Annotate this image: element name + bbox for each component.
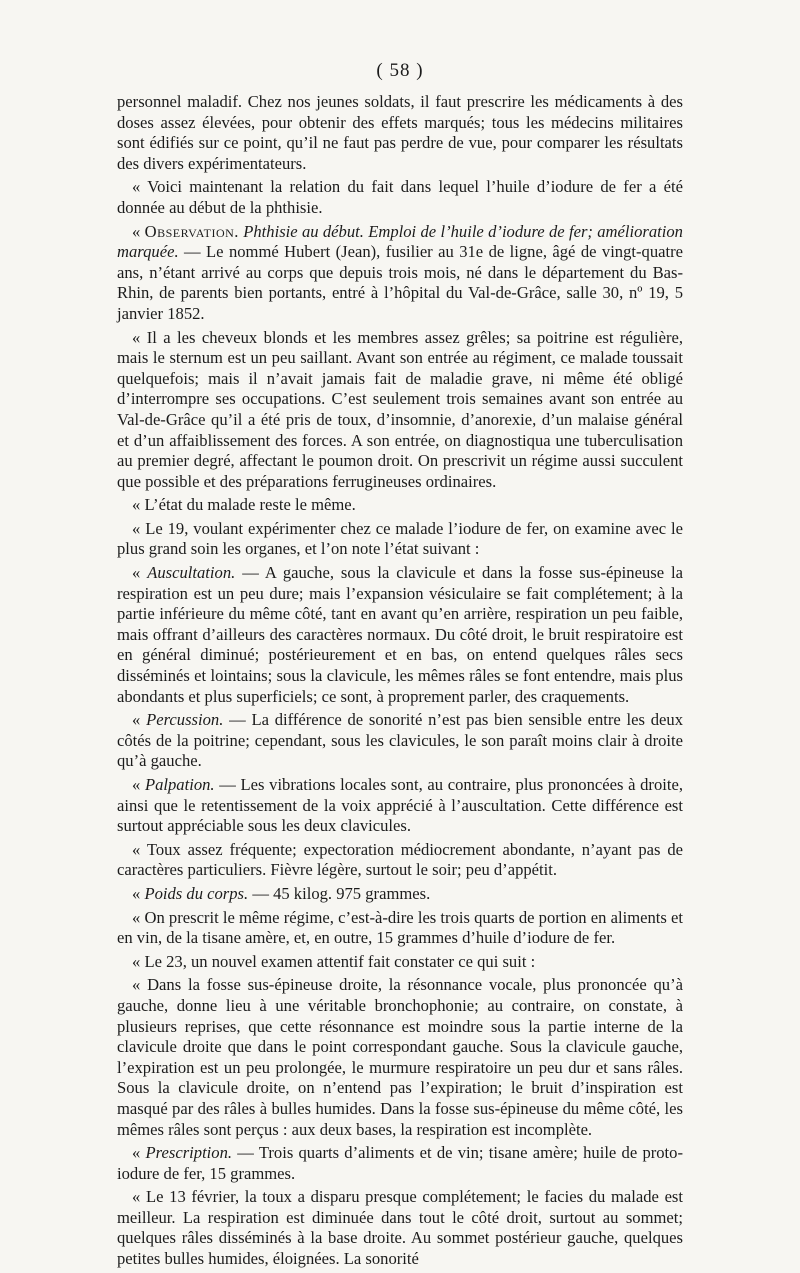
paragraph — [117, 1143, 683, 1184]
text-run: — Le nommé Hubert (Jean), fusilier au 31e de ligne, âgé de vingt-quatre ans, n’étant arrivé au corps que depuis trois mois, né dans le département du Bas-Rhin, de parents bien portants, entré à l’hôpital du Val-de-Grâce, salle 30, nº 19, 5 janvier 1852. — [117, 242, 683, 323]
text-run: « — [132, 883, 145, 903]
text-run: « Le 23, un nouvel examen attentif fait constater ce qui suit : — [132, 951, 536, 971]
italic-text: Palpation. — [144, 775, 215, 794]
italic-text: Percussion. — [146, 710, 224, 730]
text-run: — Trois quarts d’aliments et de vin; tisane amère; huile de proto-iodure de fer, 15 grammes. — [117, 1143, 683, 1183]
paragraph — [117, 840, 683, 881]
paragraph — [117, 92, 683, 174]
paragraph — [117, 884, 683, 905]
paragraph — [117, 177, 683, 218]
italic-text: Poids du corps. — [144, 883, 249, 903]
text-run: « On prescrit le même régime, c’est-à-dire les trois quarts de portion en aliments et en vin, de la tisane amère, et, en outre, 15 grammes d’huile d’iodure de fer. — [117, 907, 683, 948]
text-run: « Le 19, voulant expérimenter chez ce malade l’iodure de fer, on examine avec le plus grand soin les organes, et l’on note l’état suivant : — [117, 518, 683, 559]
page-number: ( 58 ) — [376, 60, 424, 81]
paragraph — [117, 908, 683, 949]
text-run: personnel maladif. Chez nos jeunes soldats, il faut prescrire les médicaments à des doses assez élevées, pour obtenir des effets marqués; tous les médecins militaires sont édifiés sur ce point, qu’il ne faut pas perdre de vue, pour comparer les résultats des divers expérimentateurs. — [117, 92, 683, 173]
paragraph — [117, 222, 683, 325]
paragraph — [117, 710, 683, 772]
text-run: « L’état du malade reste le même. — [132, 495, 356, 515]
smallcaps-text: Observation. — [144, 221, 239, 241]
text-run: « — [132, 775, 145, 794]
paragraph — [117, 328, 683, 493]
paragraph — [117, 952, 683, 973]
text-run: « — [132, 563, 148, 583]
text-run: « Le 13 février, la toux a disparu presque complétement; le facies du malade est meilleur. La respiration est diminuée dans tout le côté droit, surtout au sommet; quelques râles disséminés à la base droite. Au sommet postérieur gauche, quelques petites bulles humides, éloignées. La sonorité — [117, 1187, 683, 1269]
paragraph — [117, 519, 683, 560]
text-run: « Toux assez fréquente; expectoration médiocrement abondante, n’ayant pas de caractères particuliers. Fièvre légère, surtout le soir; peu d’appétit. — [117, 839, 683, 880]
text-run: « — [132, 221, 145, 241]
text-run: « Dans la fosse sus-épineuse droite, la résonnance vocale, plus prononcée qu’à gauche, donne lieu à une véritable bronchophonie; au contraire, on constate, à plusieurs reprises, que cette résonnance est moindre sous la partie interne de la clavicule droite que dans le point correspondant gauche. Sous la clavicule gauche, l’expiration est un peu prolongée, le murmure respiratoire un peu dur et sans râles. Sous la clavicule droite, on n’entend pas l’expiration; le bruit d’inspiration est masqué par des râles à bulles humides. Dans la fosse sus-épineuse du même côté, les mêmes râles sont perçus : aux deux bases, la respiration est incomplète. — [117, 975, 683, 1139]
paragraph — [117, 1187, 683, 1269]
paragraph — [117, 775, 683, 837]
text-run: — A gauche, sous la clavicule et dans la fosse sus-épineuse la respiration est un peu dure; mais l’expansion vésiculaire se fait complétement; à la partie inférieure du même côté, tant en avant qu’en arrière, respiration un peu faible, mais offrant d’ailleurs des caractères normaux. Du côté droit, le bruit respiratoire est en général diminué; postérieurement et en bas, on entend quelques râles secs disséminés et lointains; sous la clavicule, les mêmes râles se font entendre, mais plus abondants et plus superficiels; ce sont, à proprement parler, des craquements. — [117, 563, 683, 706]
text-run: « — [132, 1143, 146, 1163]
paragraph — [117, 975, 683, 1140]
text-run: — La différence de sonorité n’est pas bien sensible entre les deux côtés de la poitrine; cependant, sous les clavicules, le son paraît moins clair à droite qu’à gauche. — [117, 710, 683, 771]
paragraph — [117, 495, 683, 516]
italic-text: Auscultation. — [147, 563, 236, 583]
text-run: « Il a les cheveux blonds et les membres assez grêles; sa poitrine est régulière, mais le sternum est un peu saillant. Avant son entrée au régiment, ce malade toussait quelquefois; mais il n’avait jamais fait de maladie grave, ni même été obligé d’interrompre ses occupations. C’est seulement trois semaines avant son entrée au Val-de-Grâce qu’il a été pris de toux, d’insomnie, d’anorexie, d’un malaise général et d’un affaiblissement des forces. A son entrée, on diagnostiqua une tuberculisation au premier degré, affectant le poumon droit. On prescrivit un régime aussi succulent que possible et des préparations ferrugineuses ordinaires. — [117, 327, 683, 491]
italic-text: Prescription. — [145, 1143, 233, 1163]
text-run: « Voici maintenant la relation du fait dans lequel l’huile d’iodure de fer a été donnée au début de la phthisie. — [117, 177, 683, 217]
text-run: — Les vibrations locales sont, au contraire, plus prononcées à droite, ainsi que le retentissement de la voix apprécié à l’auscultation. Cette différence est surtout appréciable sous les deux clavicules. — [117, 775, 683, 836]
text-run: « — [132, 710, 147, 730]
paragraph — [117, 563, 683, 707]
italic-text: Phthisie au début. Emploi de l’huile d’iodure de fer; amélioration marquée. — [117, 221, 683, 262]
text-run: — 45 kilog. 975 grammes. — [248, 883, 431, 903]
body-text — [117, 92, 683, 1273]
